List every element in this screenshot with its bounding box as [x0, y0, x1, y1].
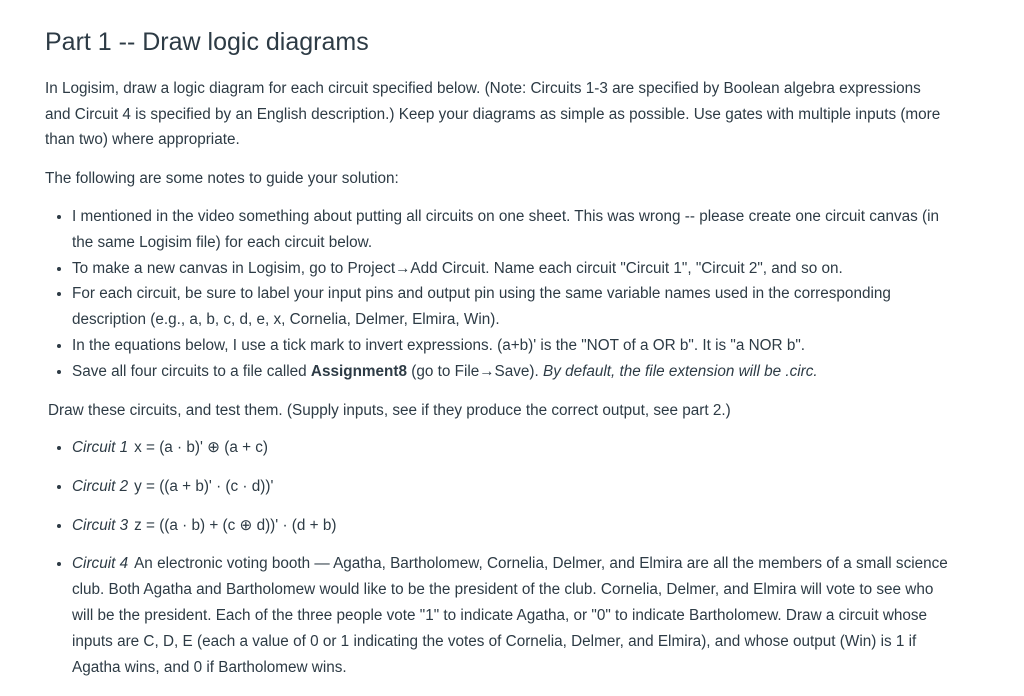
save-note-middle: (go to File→Save). [406, 362, 544, 380]
circuit-expression: x = (a · b)' ⊕ (a + c) [134, 439, 269, 457]
save-filename: Assignment8 [310, 362, 407, 380]
notes-list [45, 204, 942, 385]
circuit-name: Circuit 4 [72, 555, 129, 573]
draw-instructions: Draw these circuits, and test them. (Supply inputs, see if they produce the correct output, see part 2.) [48, 401, 731, 419]
page-title: Part 1 -- Draw logic diagrams [45, 28, 369, 56]
circuit-item [72, 435, 957, 461]
circuit-name: Circuit 2 [72, 477, 129, 495]
intro-paragraph: In Logisim, draw a logic diagram for each circuit specified below. (Note: Circuits 1-3 are specified by Boolean algebra expressions and Circuit 4 is specified by an English description.) Keep your diagrams as simple as possible. Use gates with multiple inputs (more than two) where appropriate. [45, 80, 941, 148]
circuit-expression: z = ((a · b) + (c ⊕ d))' · (d + b) [134, 516, 337, 534]
note-item-save [72, 359, 942, 385]
note-item: • For each circuit, be sure to label your input pins and output pin using the same variable names used in the corresponding description (e.g., a, b, c, d, e, x, Cornelia, Delmer, Elmira, Win). [72, 281, 942, 333]
note-item: • I mentioned in the video something about putting all circuits on one sheet. This was wrong -- please create one circuit canvas (in the same Logisim file) for each circuit below. [72, 204, 942, 256]
notes-intro: The following are some notes to guide your solution: [45, 169, 399, 187]
circuit-item [72, 551, 957, 680]
circuits-list [45, 435, 957, 680]
circuit-name: Circuit 1 [72, 439, 129, 457]
circuit-item [72, 474, 957, 500]
circuit-expression: y = ((a + b)' · (c · d))' [134, 477, 274, 495]
save-note-prefix: Save all four circuits to a file called [72, 362, 311, 380]
note-item: • To make a new canvas in Logisim, go to Project→Add Circuit. Name each circuit "Circuit 1", "Circuit 2", and so on. [72, 256, 942, 282]
circuit-description: An electronic voting booth — Agatha, Bartholomew, Cornelia, Delmer, and Elmira are all the members of a small science club. Both Agatha and Bartholomew would like to be the president of the club. Cornelia, Delmer, and Elmira will vote to see who will be the president. Each of the three people vote "1" to indicate Agatha, or "0" to indicate Bartholomew. Draw a circuit whose inputs are C, D, E (each a value of 0 or 1 indicating the votes of Cornelia, Delmer, and Elmira), and whose output (Win) is 1 if Agatha wins, and 0 if Bartholomew wins. [72, 555, 948, 676]
note-item: • In the equations below, I use a tick mark to invert expressions. (a+b)' is the "NOT of a OR b". It is "a NOR b". [72, 333, 942, 359]
circuit-item [72, 513, 957, 539]
circuit-name: Circuit 3 [72, 516, 129, 534]
save-note-extension: By default, the file extension will be .circ. [543, 362, 818, 380]
